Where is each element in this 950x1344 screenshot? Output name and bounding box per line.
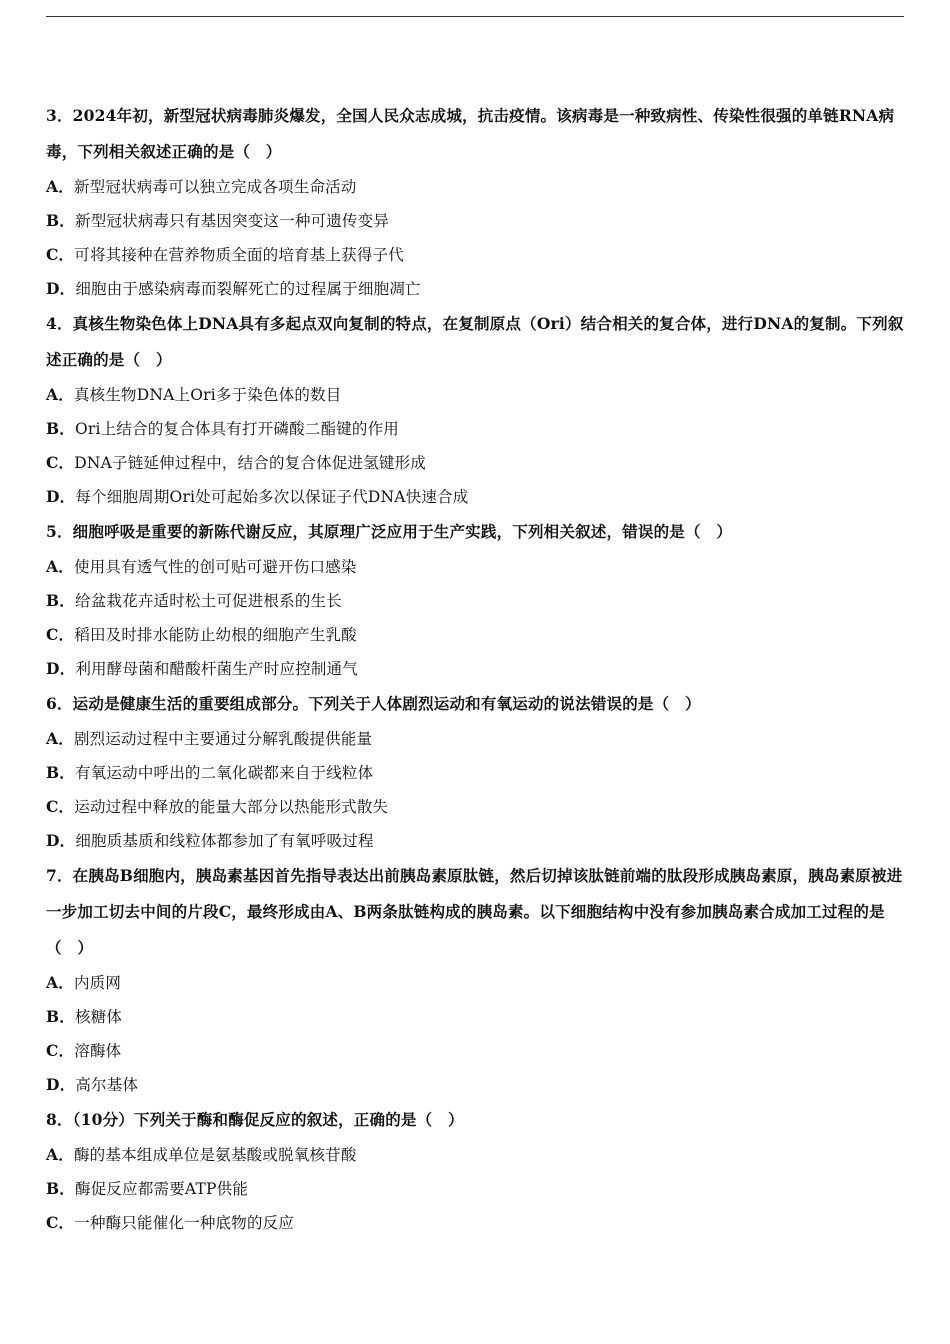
option-b[interactable] — [46, 412, 906, 446]
option-letter: D． — [46, 1075, 76, 1094]
option-text: 内质网 — [73, 974, 122, 992]
question-stem: 5．细胞呼吸是重要的新陈代谢反应，其原理广泛应用于生产实践，下列相关叙述，错误的是（ ） — [46, 522, 733, 541]
option-c[interactable] — [46, 446, 906, 480]
option-letter: D． — [46, 487, 76, 506]
option-a[interactable] — [46, 170, 906, 204]
option-b[interactable] — [46, 584, 906, 618]
option-a[interactable] — [46, 550, 906, 584]
header-rule — [46, 16, 904, 17]
option-letter: C． — [46, 1041, 75, 1060]
option-letter: B． — [46, 1179, 76, 1198]
option-text: 使用具有透气性的创可贴可避开伤口感染 — [73, 558, 357, 576]
option-text: Ori上结合的复合体具有打开磷酸二酯键的作用 — [75, 420, 399, 438]
option-letter: B． — [46, 591, 76, 610]
option-d[interactable] — [46, 272, 906, 306]
option-letter: B． — [46, 763, 76, 782]
option-letter: D． — [46, 279, 76, 298]
option-letter: C． — [46, 1213, 75, 1232]
option-text: 稻田及时排水能防止幼根的细胞产生乳酸 — [74, 626, 357, 644]
option-text: 高尔基体 — [75, 1076, 139, 1094]
option-text: 新型冠状病毒可以独立完成各项生命活动 — [73, 178, 357, 196]
question-stem: 3．2024年初，新型冠状病毒肺炎爆发，全国人民众志成城，抗击疫情。该病毒是一种致病性、传染性很强的单链RNA病毒，下列相关叙述正确的是（ ） — [46, 106, 895, 161]
option-b[interactable] — [46, 1172, 906, 1206]
option-b[interactable] — [46, 1000, 906, 1034]
option-c[interactable] — [46, 790, 906, 824]
option-letter: A． — [46, 557, 74, 576]
question-3 — [46, 98, 906, 306]
question-7 — [46, 858, 906, 1102]
option-a[interactable] — [46, 722, 906, 756]
option-text: DNA子链延伸过程中，结合的复合体促进氢键形成 — [74, 454, 427, 472]
option-text: 核糖体 — [75, 1008, 123, 1026]
question-4 — [46, 306, 906, 514]
option-text: 酶的基本组成单位是氨基酸或脱氧核苷酸 — [73, 1146, 357, 1164]
option-text: 细胞质基质和线粒体都参加了有氧呼吸过程 — [75, 832, 374, 850]
option-letter: D． — [46, 831, 76, 850]
option-a[interactable] — [46, 966, 906, 1000]
option-text: 溶酶体 — [74, 1042, 122, 1060]
option-text: 给盆栽花卉适时松土可促进根系的生长 — [75, 592, 342, 610]
option-letter: C． — [46, 625, 75, 644]
option-letter: B． — [46, 419, 76, 438]
option-a[interactable] — [46, 378, 906, 412]
option-c[interactable] — [46, 1034, 906, 1068]
question-stem: 6．运动是健康生活的重要组成部分。下列关于人体剧烈运动和有氧运动的说法错误的是（ ） — [46, 694, 701, 713]
option-letter: A． — [46, 177, 74, 196]
option-letter: C． — [46, 245, 75, 264]
option-letter: A． — [46, 729, 74, 748]
option-d[interactable] — [46, 824, 906, 858]
option-text: 一种酶只能催化一种底物的反应 — [74, 1214, 295, 1232]
option-letter: D． — [46, 659, 76, 678]
question-5 — [46, 514, 906, 686]
option-d[interactable] — [46, 1068, 906, 1102]
option-text: 每个细胞周期Ori处可起始多次以保证子代DNA快速合成 — [75, 488, 469, 506]
option-letter: A． — [46, 973, 74, 992]
option-c[interactable] — [46, 618, 906, 652]
option-text: 真核生物DNA上Ori多于染色体的数目 — [73, 386, 342, 404]
option-text: 可将其接种在营养物质全面的培育基上获得子代 — [74, 246, 404, 264]
option-b[interactable] — [46, 756, 906, 790]
option-d[interactable] — [46, 480, 906, 514]
question-stem: 8．（10分）下列关于酶和酶促反应的叙述，正确的是（ ） — [46, 1110, 464, 1129]
option-text: 有氧运动中呼出的二氧化碳都来自于线粒体 — [75, 764, 374, 782]
option-text: 利用酵母菌和醋酸杆菌生产时应控制通气 — [75, 660, 358, 678]
option-text: 酶促反应都需要ATP供能 — [75, 1180, 249, 1198]
option-letter: B． — [46, 211, 76, 230]
option-d[interactable] — [46, 652, 906, 686]
option-text: 运动过程中释放的能量大部分以热能形式散失 — [74, 798, 389, 816]
question-8 — [46, 1102, 906, 1240]
option-a[interactable] — [46, 1138, 906, 1172]
question-stem: 7．在胰岛B细胞内，胰岛素基因首先指导表达出前胰岛素原肽链，然后切掉该肽链前端的肽段形成胰岛素原，胰岛素原被进一步加工切去中间的片段C，最终形成由A、B两条肽链构成的胰岛素。以下细胞结构中没有参加胰岛素合成加工过程的是（ ） — [46, 866, 903, 957]
option-text: 细胞由于感染病毒而裂解死亡的过程属于细胞凋亡 — [75, 280, 421, 298]
exam-page-content — [46, 98, 906, 1240]
option-text: 剧烈运动过程中主要通过分解乳酸提供能量 — [73, 730, 373, 748]
option-c[interactable] — [46, 238, 906, 272]
question-stem: 4．真核生物染色体上DNA具有多起点双向复制的特点，在复制原点（Ori）结合相关的复合体，进行DNA的复制。下列叙述正确的是（ ） — [46, 314, 904, 369]
question-6 — [46, 686, 906, 858]
option-c[interactable] — [46, 1206, 906, 1240]
option-letter: C． — [46, 453, 75, 472]
option-letter: C． — [46, 797, 75, 816]
option-text: 新型冠状病毒只有基因突变这一种可遗传变异 — [75, 212, 390, 230]
option-letter: B． — [46, 1007, 76, 1026]
option-b[interactable] — [46, 204, 906, 238]
option-letter: A． — [46, 385, 74, 404]
option-letter: A． — [46, 1145, 74, 1164]
